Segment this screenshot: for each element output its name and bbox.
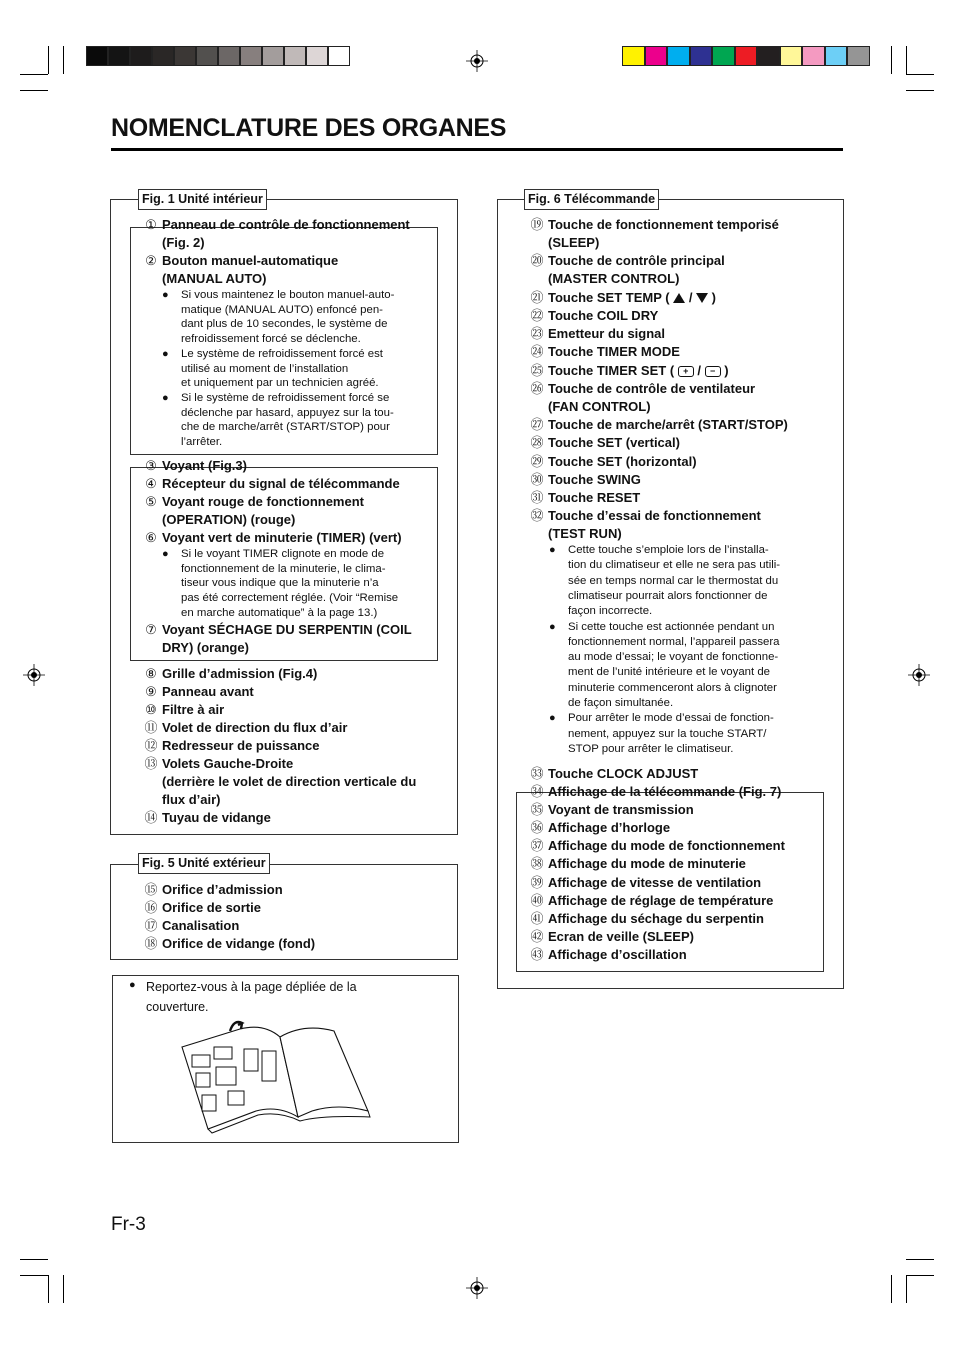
list-item: Affichage du mode de fonctionnement: [548, 838, 785, 854]
item-number: ㊵: [530, 892, 544, 908]
item-number: ⑫: [144, 738, 158, 753]
list-item: Filtre à air: [162, 702, 225, 717]
item-number: ㉕: [530, 362, 544, 378]
fig6-tag: Fig. 6 Télécommande: [524, 189, 659, 210]
item-number: ⑰: [144, 918, 158, 933]
gray-swatch: [152, 46, 174, 66]
item-number: ㊳: [530, 856, 544, 872]
color-swatch: [802, 46, 825, 66]
list-item: Volet de direction du flux d’air: [162, 720, 348, 735]
item-number: ①: [145, 217, 157, 232]
list-item: Touche de marche/arrêt (START/STOP): [548, 417, 788, 433]
triangle-down-icon: [696, 293, 708, 303]
registration-crosshair-icon: [466, 50, 488, 72]
list-item: Orifice de vidange (fond): [162, 936, 316, 951]
list-item: Touche SET (vertical): [548, 435, 680, 451]
cover-note-text: Reportez-vous à la page dépliée de la couverture.: [146, 980, 357, 1014]
item-number: ⑥: [145, 530, 157, 545]
list-item: Affichage de réglage de température: [548, 892, 774, 908]
registration-crosshair-icon: [908, 664, 930, 686]
list-item: Touche de contrôle de ventilateur (FAN CONTROL): [548, 380, 756, 414]
gray-swatch: [328, 46, 350, 66]
item-number: ㊴: [530, 874, 544, 890]
item-number: ㉔: [530, 344, 544, 360]
registration-crosshair-icon: [23, 664, 45, 686]
note-text: Pour arrêter le mode d’essai de fonction- nement, appuyez sur la touche START/ STOP pour arrêter le climatiseur.: [568, 712, 774, 755]
list-item: Touche SET TEMP ( / ): [548, 289, 716, 305]
item-number: ⑧: [145, 666, 157, 681]
color-swatch: [780, 46, 803, 66]
minus-key-icon: −: [705, 366, 721, 377]
color-swatch: [757, 46, 780, 66]
color-swatch: [847, 46, 870, 66]
registration-crosshair-icon: [466, 1277, 488, 1299]
list-item: Voyant (Fig.3): [162, 458, 247, 473]
list-item: Voyant vert de minuterie (TIMER) (vert): [162, 530, 402, 545]
bullet-icon: ●: [549, 544, 556, 556]
item-number: ②: [145, 253, 157, 268]
item-number: ④: [145, 476, 157, 491]
item-number: ㉗: [530, 417, 544, 433]
note-text: Cette touche s’emploie lors de l’installa- tion du climatiseur et elle ne sera pas utili- sée en temps normal car le thermostat du climatiseur pourrait alors fonctionner de façon incorrecte.: [568, 544, 781, 618]
note-text: Si cette touche est actionnée pendant un fonctionnement normal, l’appareil passera au mode d’essai; le voyant de fonctionne- ment de l’unité intérieure et le voyant de minuterie commenceront alors à clignoter de façon simultanée.: [568, 620, 780, 709]
list-item: Orifice d’admission: [162, 882, 283, 897]
item-number: ⑨: [145, 684, 157, 699]
open-book-icon: [178, 1017, 378, 1137]
item-number: ㉙: [530, 453, 544, 469]
list-item: Touche SWING: [548, 471, 641, 487]
list-item: Récepteur du signal de télécommande: [162, 476, 400, 491]
list-item: Touche d’essai de fonctionnement (TEST RUN): [548, 508, 761, 542]
list-item: Bouton manuel-automatique (MANUAL AUTO): [162, 253, 339, 286]
bullet-icon: ●: [162, 548, 169, 560]
list-item: Emetteur du signal: [548, 326, 666, 342]
item-number: ⑮: [144, 882, 158, 897]
item-number: ⑬: [144, 756, 158, 771]
list-item: Panneau avant: [162, 684, 254, 699]
bullet-icon: ●: [162, 347, 169, 360]
list-item: Panneau de contrôle de fonctionnement (Fig. 2): [162, 217, 410, 250]
list-item: Voyant SÉCHAGE DU SERPENTIN (COIL DRY) (orange): [162, 622, 412, 655]
item-number: ㉚: [530, 471, 544, 487]
list-item: Canalisation: [162, 918, 240, 933]
item-number: ㊱: [530, 820, 544, 836]
list-item: Voyant de transmission: [548, 802, 694, 818]
list-item: Touche CLOCK ADJUST: [548, 766, 699, 781]
item-number: ⑩: [145, 702, 157, 717]
item-number: ㉛: [530, 490, 544, 505]
gray-swatch: [196, 46, 218, 66]
item-number: ㊶: [530, 910, 544, 926]
gray-swatch: [284, 46, 306, 66]
item-number: ㉓: [530, 326, 544, 342]
item-number: ㉘: [530, 435, 544, 451]
item-number: ㉖: [530, 380, 544, 396]
list-item: Voyant rouge de fonctionnement (OPERATION) (rouge): [162, 494, 364, 527]
note-text: Le système de refroidissement forcé est utilisé au moment de l’installation et uniquement par un technicien agréé.: [181, 347, 383, 390]
gray-swatch: [262, 46, 284, 66]
color-swatch: [667, 46, 690, 66]
item-number: ㉞: [530, 784, 544, 799]
page-title: NOMENCLATURE DES ORGANES: [111, 114, 507, 142]
color-swatch: [712, 46, 735, 66]
color-swatch: [690, 46, 713, 66]
gray-swatch: [240, 46, 262, 66]
bullet-icon: ●: [549, 712, 556, 725]
item-number: ㉑: [530, 289, 544, 305]
item-number: ⑭: [144, 810, 158, 825]
list-item: Redresseur de puissance: [162, 738, 320, 753]
list-item: Affichage du séchage du serpentin: [548, 910, 764, 926]
list-item: Touche RESET: [548, 490, 641, 505]
note-text: Si le système de refroidissement forcé se déclenche par hasard, appuyez sur la tou- che de marche/arrêt (START/STOP) pour l’arrêter.: [181, 391, 394, 448]
color-swatch: [825, 46, 848, 66]
list-item: Touche TIMER MODE: [548, 344, 680, 360]
gray-swatch: [108, 46, 130, 66]
item-number: ⑳: [530, 253, 544, 269]
list-item: Touche COIL DRY: [548, 308, 659, 323]
item-number: ⑤: [145, 494, 157, 509]
list-item: Touche TIMER SET ( + / − ): [548, 362, 729, 378]
note-text: Si le voyant TIMER clignote en mode de fonctionnement de la minuterie, le clima- tiseur vous indique que la minuterie n’a pas été correctement réglée. (Voir “Remise en marche automatique” à la page 13.): [181, 548, 399, 619]
list-item: Touche de fonctionnement temporisé (SLEEP): [548, 217, 779, 250]
color-swatch: [645, 46, 668, 66]
gray-swatch: [306, 46, 328, 66]
fig5-tag: Fig. 5 Unité extérieur: [138, 853, 270, 874]
item-number: ⑦: [145, 622, 157, 637]
bullet-icon: ●: [549, 620, 556, 633]
color-swatch: [735, 46, 758, 66]
title-rule: [111, 148, 843, 151]
page-number: Fr-3: [111, 1214, 146, 1235]
item-number: ㉟: [530, 802, 544, 818]
item-number: ㉜: [530, 508, 544, 524]
list-item: Touche de contrôle principal (MASTER CONTROL): [548, 253, 725, 287]
gray-swatch: [130, 46, 152, 66]
list-item: Tuyau de vidange: [162, 810, 271, 825]
item-number: ⑯: [144, 900, 158, 915]
list-item: Ecran de veille (SLEEP): [548, 928, 694, 944]
item-number: ③: [145, 458, 157, 473]
list-item: Orifice de sortie: [162, 900, 261, 915]
list-item: Affichage d’oscillation: [548, 946, 687, 962]
item-number: ㉒: [530, 308, 544, 323]
item-number: ⑱: [144, 936, 158, 951]
gray-swatch: [174, 46, 196, 66]
item-number: ㊸: [530, 946, 544, 962]
gray-swatch: [218, 46, 240, 66]
note-text: Si vous maintenez le bouton manuel-auto- matique (MANUAL AUTO) enfoncé pen- dant plus de 10 secondes, le système de refroidissement forcé se déclenche.: [181, 289, 395, 346]
list-item: Grille d’admission (Fig.4): [162, 666, 318, 681]
list-item: Affichage d’horloge: [548, 820, 671, 836]
list-item: Affichage de vitesse de ventilation: [548, 874, 762, 890]
bullet-icon: ●: [162, 289, 169, 301]
plus-key-icon: +: [678, 366, 694, 377]
fig1-tag: Fig. 1 Unité intérieur: [138, 189, 267, 210]
item-number: ⑲: [530, 217, 544, 232]
list-item: Affichage du mode de minuterie: [548, 856, 746, 872]
item-number: ⑪: [144, 720, 158, 735]
triangle-up-icon: [673, 293, 685, 303]
item-number: ㊷: [530, 928, 544, 944]
bullet-icon: ●: [129, 979, 136, 991]
item-number: ㉝: [530, 766, 544, 781]
color-swatch: [622, 46, 645, 66]
gray-swatch: [86, 46, 108, 66]
list-item: Touche SET (horizontal): [548, 453, 697, 469]
list-item: Affichage de la télécommande (Fig. 7): [548, 784, 782, 799]
list-item: Volets Gauche-Droite (derrière le volet de direction verticale du flux d’air): [162, 756, 417, 807]
item-number: ㊲: [530, 838, 544, 854]
bullet-icon: ●: [162, 391, 169, 404]
